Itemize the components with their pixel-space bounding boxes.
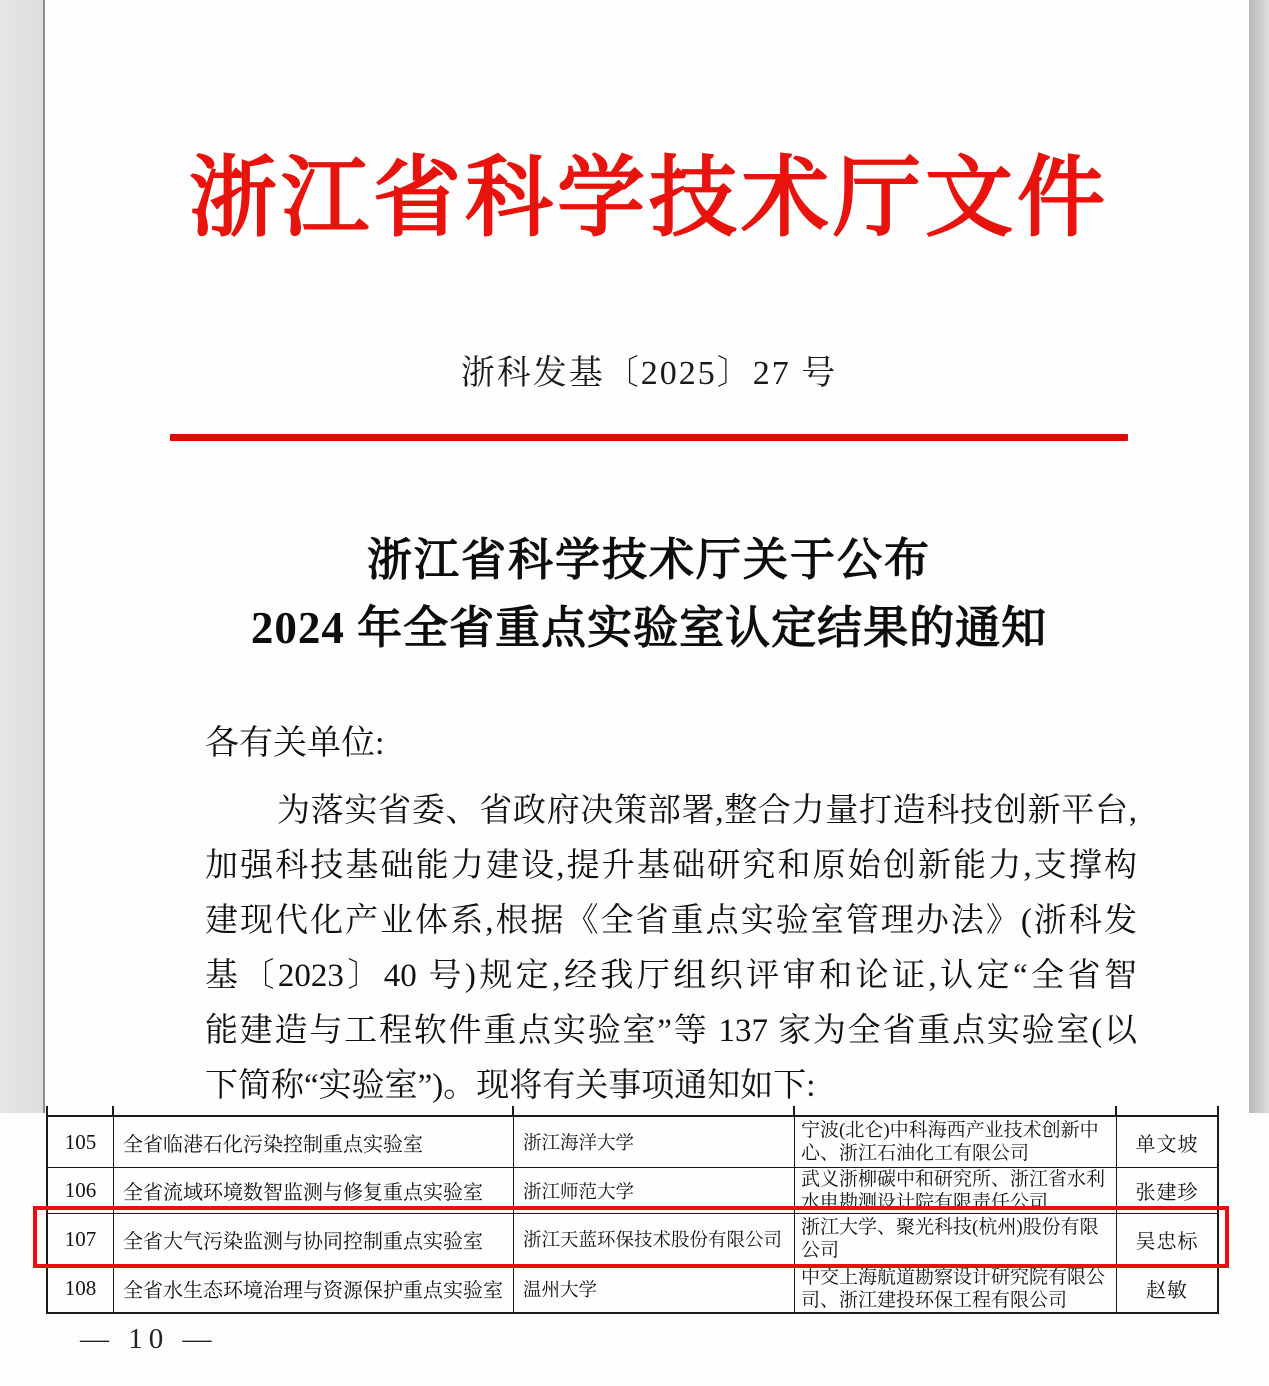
lab-name-cell: 全省大气污染监测与协同控制重点实验室 [114,1214,514,1265]
lab-name-cell: 全省流域环境数智监测与修复重点实验室 [114,1168,514,1214]
body-line: 建现代化产业体系,根据《全省重点实验室管理办法》(浙科发 [205,903,1137,939]
lab-name-cell: 全省临港石化污染控制重点实验室 [114,1117,514,1168]
partner-institutions-cell: 武义浙柳碳中和研究所、浙江省水利水电勘测设计院有限责任公司 [795,1168,1117,1214]
right-margin-backdrop [1249,0,1269,1113]
host-institution-cell: 温州大学 [514,1265,795,1312]
director-name-cell: 吴忠标 [1117,1214,1217,1265]
director-name-cell: 赵敏 [1146,1280,1188,1302]
partner-institutions-cell: 宁波(北仑)中科海西产业技术创新中心、浙江石油化工有限公司 [795,1117,1117,1168]
page-number: — 10 — [80,1323,218,1355]
red-divider-rule [170,434,1128,441]
body-line: 能建造与工程软件重点实验室”等 137 家为全省重点实验室(以 [205,1013,1137,1049]
body-line: 基〔2023〕40 号)规定,经我厅组织评审和论证,认定“全省智 [205,958,1137,994]
notice-title-line-1: 浙江省科学技术厅关于公布 [366,535,931,585]
document-page [45,0,1249,1113]
doc-number: 浙科发基〔2025〕27 号 [460,355,838,392]
row-number-cell: 107 [48,1214,114,1265]
host-institution-cell: 浙江海洋大学 [514,1117,795,1168]
host-institution-cell: 浙江师范大学 [514,1168,795,1214]
row-number-cell: 108 [48,1265,114,1312]
row-number-cell: 106 [48,1168,114,1214]
salutation: 各有关单位: [205,725,385,762]
body-line: 为落实省委、省政府决策部署,整合力量打造科技创新平台, [277,793,1137,829]
body-paragraph [205,784,1137,1114]
row-107-highlight-box [33,1206,1229,1268]
left-margin-backdrop [0,0,45,1113]
partner-institutions-cell: 浙江大学、聚光科技(杭州)股份有限公司 [795,1214,1117,1265]
notice-title-line-2: 2024 年全省重点实验室认定结果的通知 [250,603,1048,653]
lab-name-cell: 全省水生态环境治理与资源保护重点实验室 [114,1265,514,1312]
director-name-cell: 单文坡 [1117,1117,1217,1168]
row-number-cell: 105 [48,1117,114,1168]
partner-institutions-cell: 中交上海航道勘察设计研究院有限公司、浙江建投环保工程有限公司 [795,1265,1117,1312]
body-line: 下简称“实验室”)。现将有关事项通知如下: [205,1068,816,1104]
agency-header-title: 浙江省科学技术厅文件 [188,151,1109,248]
director-name-cell: 张建珍 [1117,1168,1217,1214]
host-institution-cell: 浙江天蓝环保技术股份有限公司 [514,1214,795,1265]
body-line: 加强科技基础能力建设,提升基础研究和原始创新能力,支撑构 [205,848,1137,884]
